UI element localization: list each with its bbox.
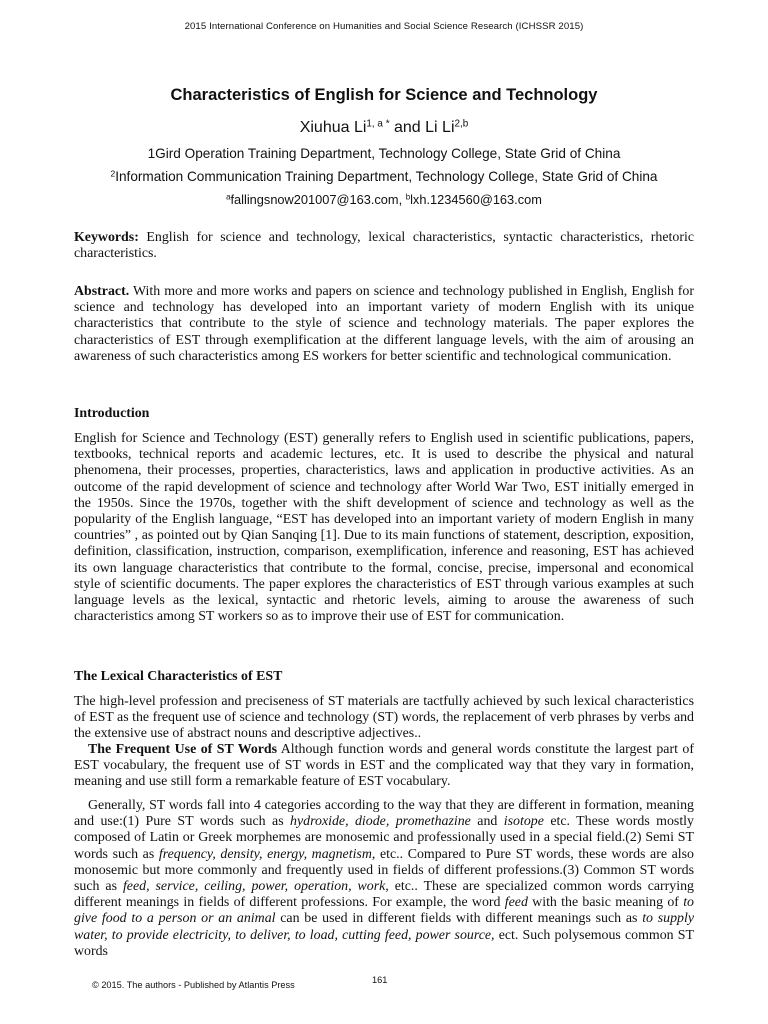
email-a: fallingsnow201007@163.com, <box>230 192 406 207</box>
introduction-heading: Introduction <box>74 406 150 421</box>
p3-text-4: , etc.. Compared to Pure ST words, these words are also monosemic but more commonly and frequently used in fields of different professions.(3) Common ST words such as <box>74 846 694 895</box>
affiliation-2-sup: 2 <box>110 168 116 179</box>
p3-text-5: etc.. These are specialized common words carrying different meanings in fields of different professions. For example, the word <box>74 879 694 911</box>
affiliation-2 <box>0 169 768 184</box>
author-line <box>0 119 768 137</box>
lexical-paragraph-3 <box>74 798 694 960</box>
page-number: 161 <box>372 975 388 985</box>
email-b: lxh.1234560@163.com <box>410 192 542 207</box>
st-words-subheading: The Frequent Use of ST Words <box>88 742 278 757</box>
author-2-sup: 2,b <box>454 118 469 130</box>
p3-text-8: ect. Such polysemous common ST words <box>74 927 694 959</box>
p3-text-2: and <box>470 814 504 830</box>
affiliation-2-text: Information Communication Training Department, Technology College, State Grid of China <box>115 169 658 184</box>
p3-italic-7: to supply water, to provide electricity, to deliver, to load, cutting feed, power source, <box>74 911 695 943</box>
p3-text-1: Generally, ST words fall into 4 categories according to the way that they are different in formation, meaning and use:(1) Pure ST words such as <box>74 798 694 830</box>
author-2-name: Li Li <box>425 119 455 136</box>
lexical-paragraph-2 <box>74 742 694 791</box>
author-emails <box>0 192 768 207</box>
p3-italic-2: isotope <box>503 814 544 830</box>
paper-title: Characteristics of English for Science and Technology <box>170 86 598 104</box>
keywords-paragraph <box>74 230 694 262</box>
conference-header: 2015 International Conference on Humanities and Social Science Research (ICHSSR 2015) <box>184 21 584 32</box>
st-words-text: Although function words and general words constitute the largest part of EST vocabulary, the frequent use of ST words in EST and the complicated way that they vary in formation, meaning and use still form a remarkable feature of EST vocabulary. <box>74 742 694 790</box>
p3-text-3: etc. These words mostly composed of Latin or Greek morphemes are monosemic and professionally used in a special field.(2) Semi ST words such as <box>74 814 694 862</box>
abstract-paragraph <box>74 284 694 365</box>
p3-italic-1: hydroxide, diode, promethazine <box>290 814 471 830</box>
author-and: and <box>389 119 426 136</box>
p3-italic-3: frequency, density, energy, magnetism <box>158 846 372 862</box>
author-1-name: Xiuhua Li <box>299 119 367 136</box>
keywords-text: English for science and technology, lexical characteristics, syntactic characteristics, rhetoric characteristics. <box>74 230 694 262</box>
email-b-sup: b <box>405 192 411 202</box>
p3-italic-4: feed, service, ceiling, power, operation, work, <box>122 879 389 895</box>
introduction-paragraph: English for Science and Technology (EST) generally refers to English used in scientific publications, papers, textbooks, technical reports and academic lectures, etc. It is used to describe the physical and natural phenomena, their processes, properties, characteristics, laws and application in productive activities. As an outcome of the rapid development of science and technology after World War Two, EST initially emerged in the 1950s. Since the 1970s, together with the shift development of science and technology as well as the popularity of the English language, “EST has developed into an important variety of modern English in many countries” , as pointed out by Qian Sanqing [1]. Due to its main functions of statement, description, exposition, definition, classification, instruction, comparison, exemplification, inference and reasoning, EST has achieved its own language characteristics that contribute to the formal, concise, precise, impersonal and economical style of scientific documents. The paper explores the characteristics of EST through various examples at such language levels as the lexical, syntactic and rhetoric levels, aiming to arouse the awareness of such characteristics among ST workers so as to improve their use of EST for communication. <box>74 431 694 625</box>
email-a-sup: a <box>226 192 231 202</box>
affiliation-1: 1Gird Operation Training Department, Technology College, State Grid of China <box>147 146 621 161</box>
p3-text-6: with the basic meaning of <box>527 895 684 911</box>
keywords-label: Keywords: <box>74 230 139 245</box>
abstract-label: Abstract. <box>74 284 130 299</box>
lexical-paragraph-1: The high-level profession and preciseness of ST materials are tactfully achieved by such lexical characteristics of EST as the frequent use of science and technology (ST) words, the replacement of verb phrases by verbs and the extensive use of abstract nouns and descriptive adjectives.. <box>74 694 694 742</box>
p3-text-7: can be used in different fields with different meanings such as <box>275 911 643 927</box>
p3-italic-6: to give food to a person or an animal <box>74 895 694 927</box>
lexical-heading: The Lexical Characteristics of EST <box>74 669 283 684</box>
copyright-footer: © 2015. The authors - Published by Atlantis Press <box>92 980 295 990</box>
abstract-text: With more and more works and papers on science and technology published in English, English for science and technology has developed into an important variety of modern English with its unique characteristics that contribute to the style of science and technology materials. The paper explores the characteristics of EST through exemplification at the different language levels, with the aim of arousing an awareness of such characteristics among ES workers for better scientific and technological communication. <box>74 284 694 364</box>
p3-italic-5: feed <box>504 895 528 911</box>
author-1-sup: 1, a * <box>366 118 390 130</box>
